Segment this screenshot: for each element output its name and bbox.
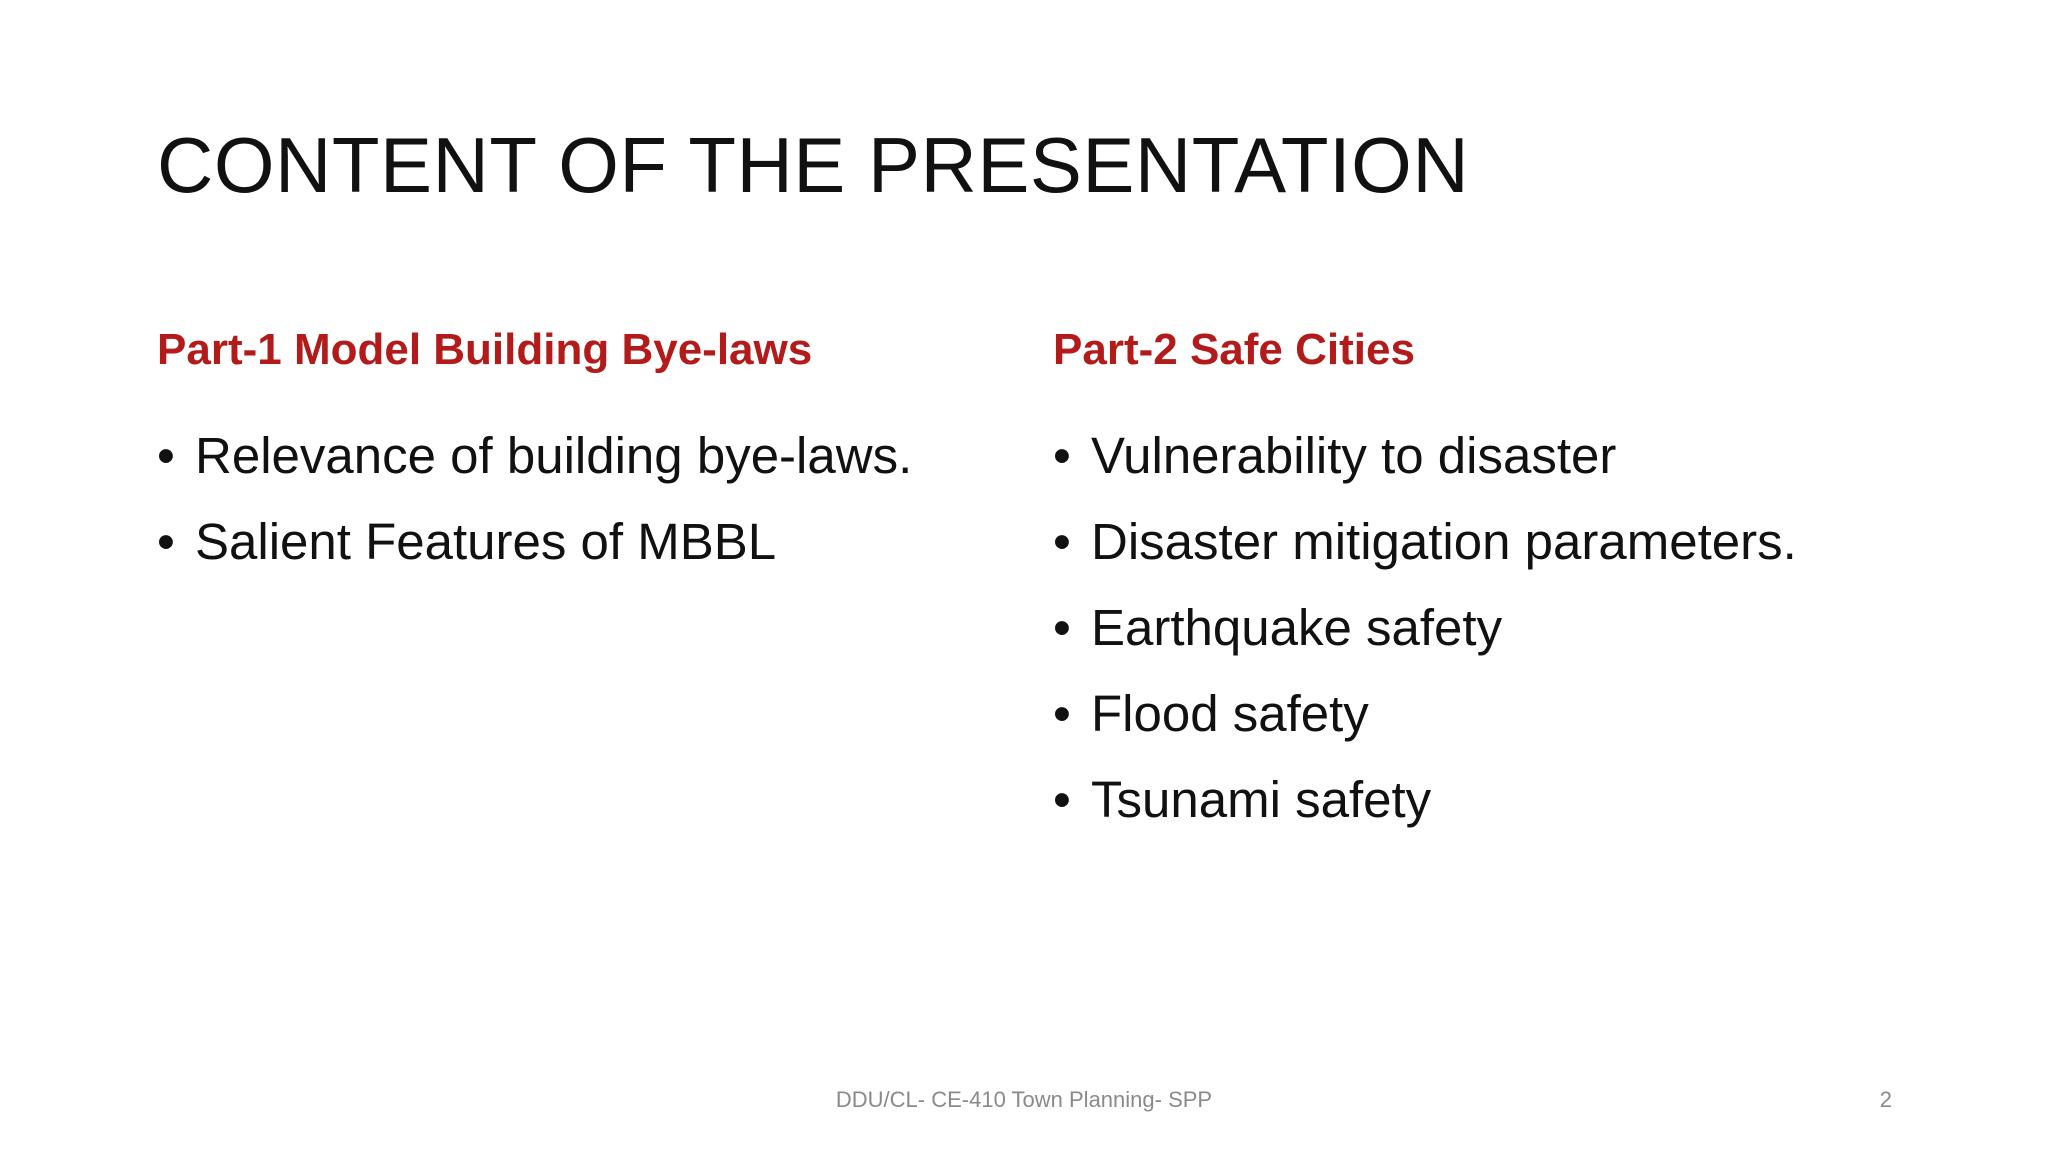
part1-heading: Part-1 Model Building Bye-laws bbox=[157, 325, 813, 374]
bullet-item bbox=[1053, 413, 2013, 499]
bullet-item bbox=[157, 499, 1037, 585]
bullet-text: Vulnerability to disaster bbox=[1091, 427, 1617, 484]
slide-title: CONTENT OF THE PRESENTATION bbox=[157, 121, 1470, 209]
bullet-item bbox=[1053, 671, 2013, 757]
part2-bullet-list bbox=[1053, 413, 2013, 843]
bullet-text: Tsunami safety bbox=[1091, 771, 1432, 828]
bullet-icon: • bbox=[1053, 685, 1071, 742]
bullet-item bbox=[1053, 499, 2013, 585]
part2-column bbox=[1053, 325, 2013, 843]
part1-column bbox=[157, 325, 1037, 585]
bullet-icon: • bbox=[1053, 771, 1071, 828]
bullet-item bbox=[1053, 585, 2013, 671]
bullet-icon: • bbox=[1053, 427, 1071, 484]
slide-footer: DDU/CL- CE-410 Town Planning- SPP bbox=[835, 1087, 1213, 1112]
bullet-text: Disaster mitigation parameters. bbox=[1091, 513, 1797, 570]
bullet-icon: • bbox=[157, 427, 175, 484]
bullet-text: Relevance of building bye-laws. bbox=[195, 427, 913, 484]
bullet-item bbox=[1053, 757, 2013, 843]
bullet-text: Earthquake safety bbox=[1091, 599, 1503, 656]
part1-bullet-list bbox=[157, 413, 1037, 585]
bullet-text: Salient Features of MBBL bbox=[195, 513, 777, 570]
bullet-icon: • bbox=[1053, 599, 1071, 656]
bullet-item bbox=[157, 413, 1037, 499]
page-number: 2 bbox=[1879, 1087, 1892, 1112]
bullet-icon: • bbox=[157, 513, 175, 570]
bullet-icon: • bbox=[1053, 513, 1071, 570]
bullet-text: Flood safety bbox=[1091, 685, 1369, 742]
part2-heading: Part-2 Safe Cities bbox=[1053, 325, 1415, 374]
